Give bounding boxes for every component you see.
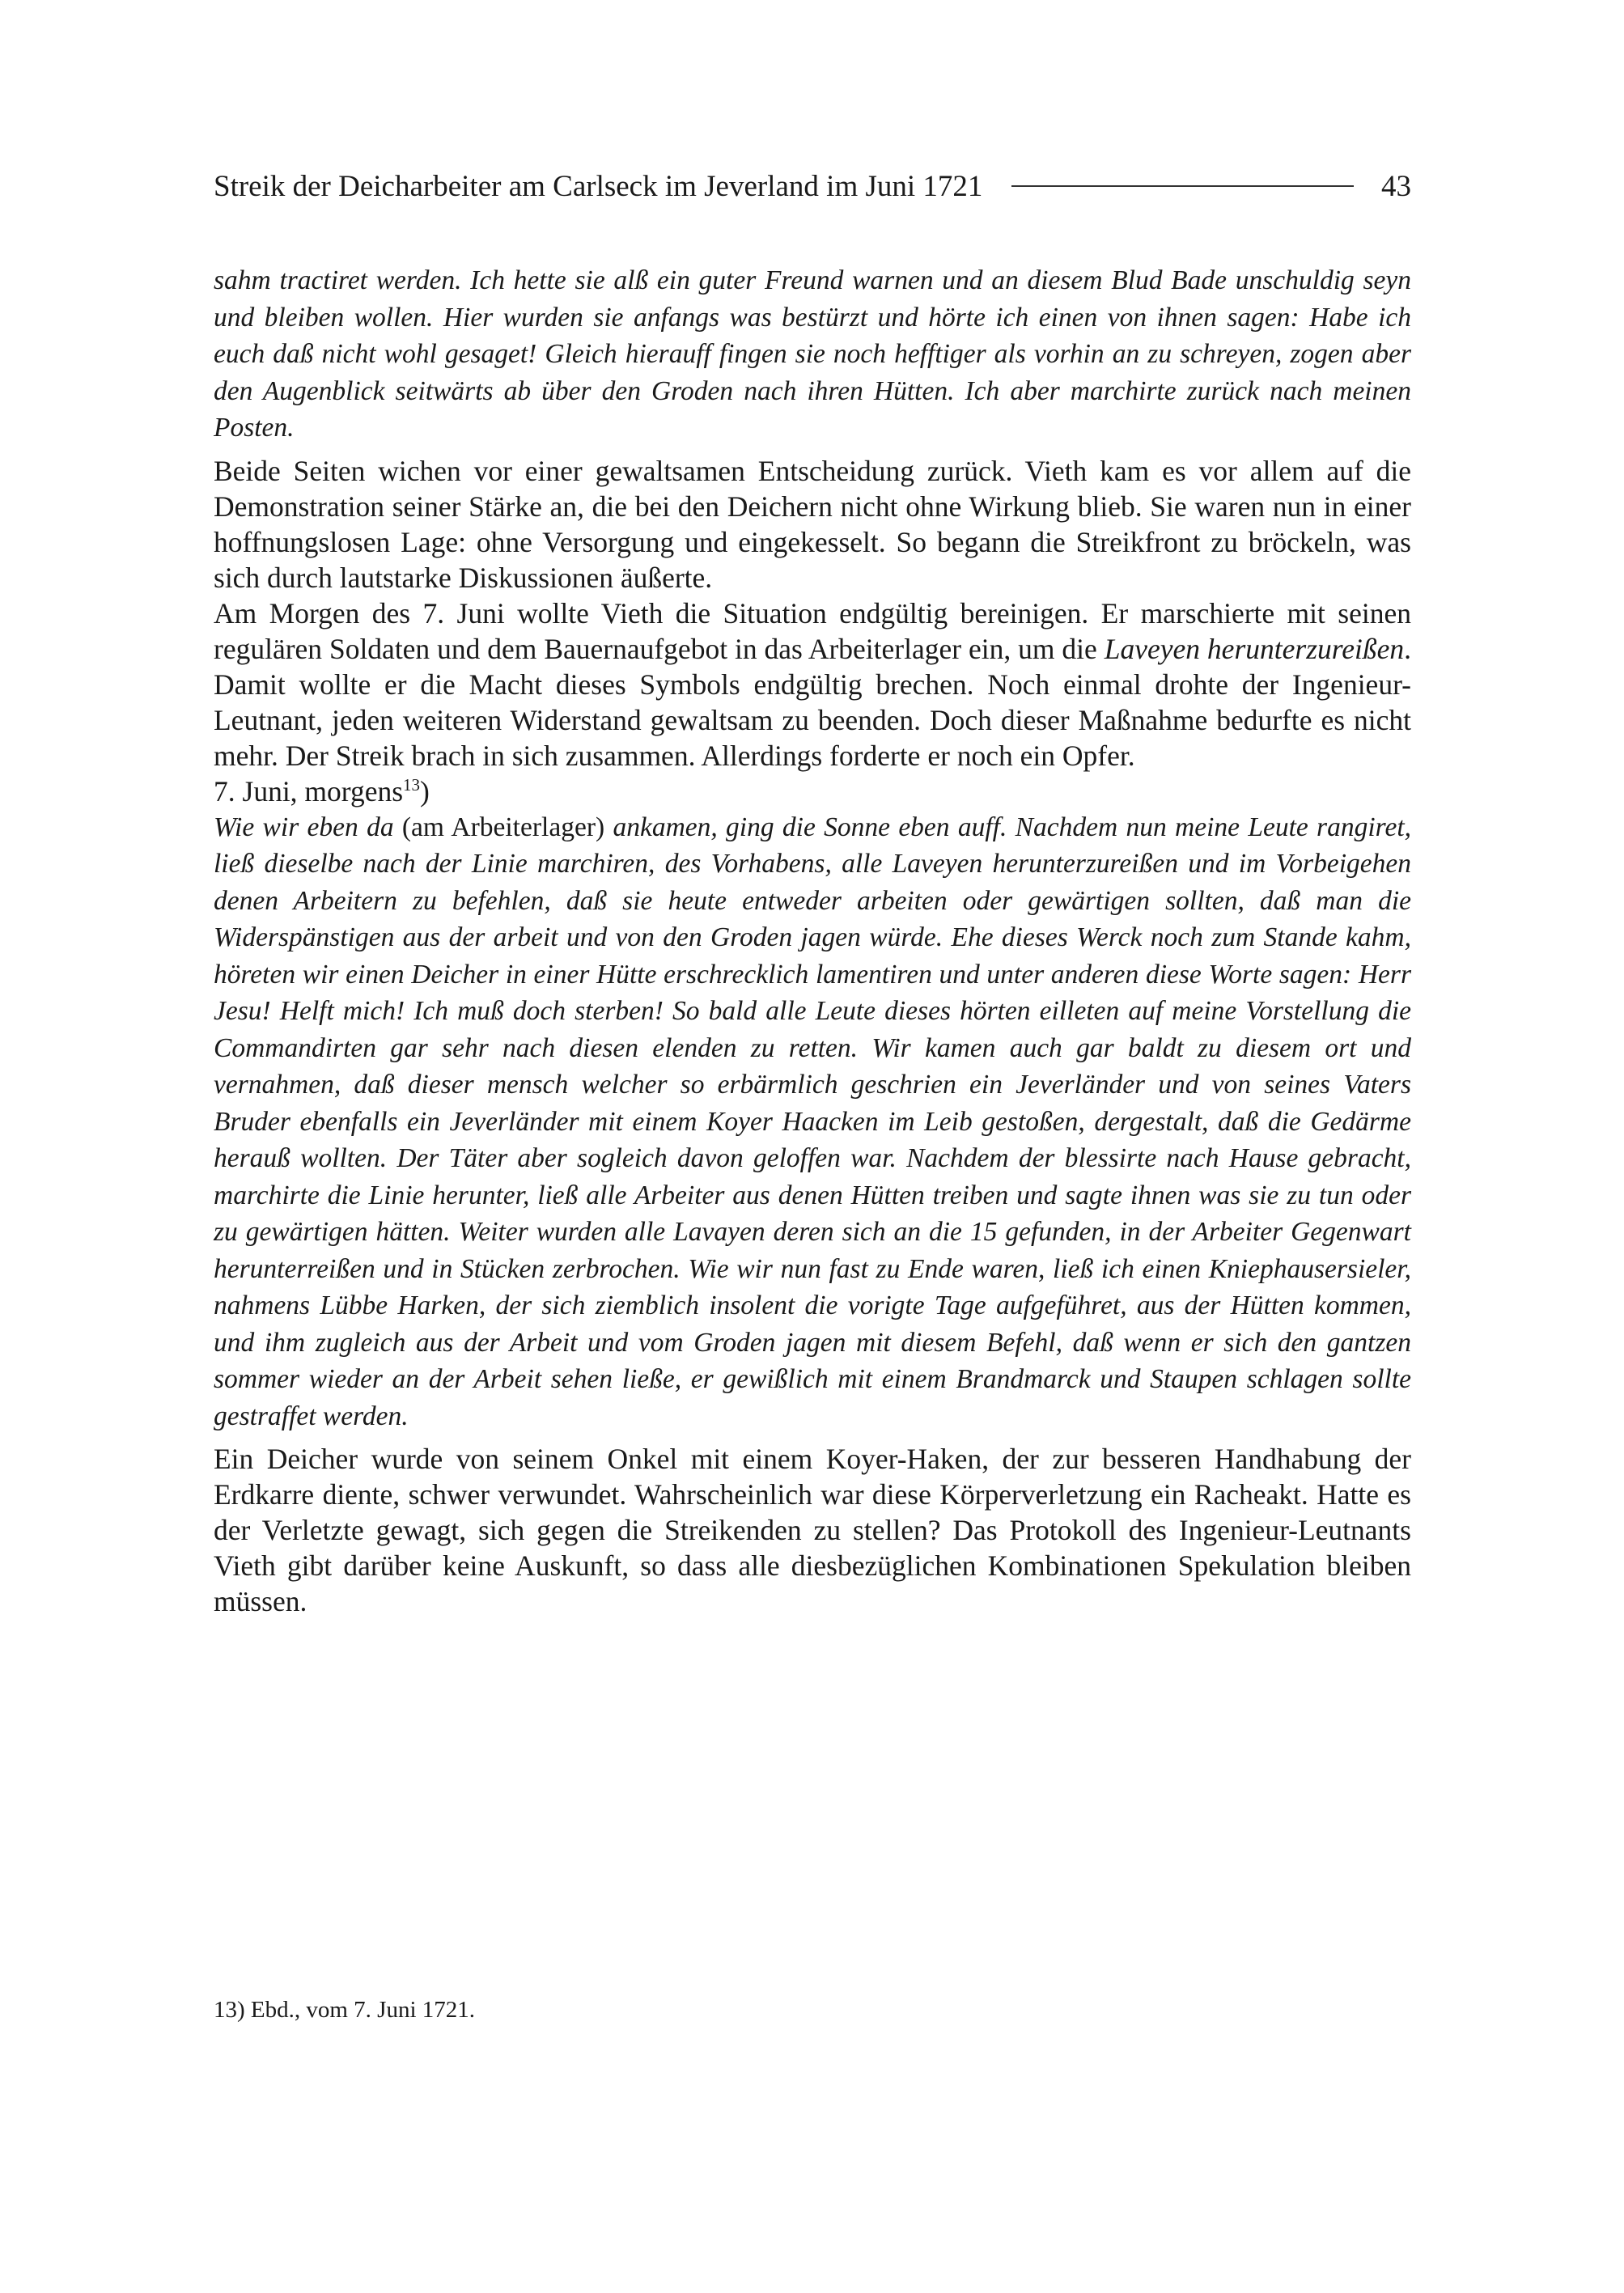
quote-block-1: sahm tractiret werden. Ich hette sie alß ein guter Freund warnen und an diesem Blud Bade unschuldig seyn und bleiben wollen. Hier wurden sie anfangs was bestürzt und hörte ich einen von ihnen sagen: Habe ich euch daß nicht wohl gesaget! Gleich hierauff fingen sie noch hefftiger als vorhin an zu schreyen, zogen aber den Augenblick seitwärts ab über den Groden nach ihren Hütten. Ich aber marchirte zurück nach meinen Posten.	[214, 265, 1411, 443]
paragraph-3: Ein Deicher wurde von seinem Onkel mit einem Koyer-Haken, der zur besseren Handhabung der Erdkarre diente, schwer verwundet. Wahrscheinlich war diese Körperverletzung ein Racheakt. Hatte es der Verletzte gewagt, sich gegen die Streikenden zu stellen? Das Protokoll des Ingenieur-Leutnants Vieth gibt darüber keine Auskunft, so dass alle diesbezüglichen Kombinationen Spekulation bleiben müssen.	[214, 1443, 1411, 1617]
quote-2-part-2: ankamen, ging die Sonne eben auff. Nachdem nun meine Leute rangiret, ließ dieselbe nach der Linie marchiren, des Vorhabens, alle Laveyen herunterzureißen und im Vorbeigehen denen Arbeitern zu befehlen, daß sie heute entweder arbeiten oder gewärtigen sollten, daß man die Widerspänstigen aus der arbeit und von den Groden jagen würde. Ehe dieses Werck noch zum Stande kahm, höreten wir einen Deicher in einer Hütte erschrecklich lamentiren und unter anderen diese Worte sagen: Herr Jesu! Helft mich! Ich muß doch sterben! So bald alle Leute dieses hörten eilleten auf meine Vorstellung die Commandirten gar sehr nach diesen elenden zu retten. Wir kamen auch gar baldt zu diesem ort und vernahmen, daß dieser mensch welcher so erbärmlich geschrien ein Jeverländer und von seines Vaters Bruder ebenfalls ein Jeverländer mit einem Koyer Haacken im Leib gestoßen, dergestalt, daß die Gedärme herauß wollten. Der Täter aber sogleich davon geloffen war. Nachdem der blessirte nach Hause gebracht, marchirte die Linie herunter, ließ alle Arbeiter aus denen Hütten treiben und sagte ihnen was sie zu tun oder zu gewärtigen hätten. Weiter wurden alle Lavayen deren sich an die 15 gefunden, in der Arbeiter Gegenwart herunterreißen und in Stücken zerbrochen. Wie wir nun fast zu Ende waren, ließ ich einen Kniephausersieler, nahmens Lübbe Harken, der sich ziemblich insolent die vorigte Tage aufgeführet, aus der Hütten kommen, und ihm zugleich aus der Arbeit und vom Groden jagen mit diesem Befehl, daß wenn er sich den gantzen sommer wieder an der Arbeit sehen ließe, er gewißlich mit einem Brandmarck und Staupen schlagen sollte gestraffet werden.	[214, 812, 1411, 1431]
quote-2-editorial-insert: (am Arbeiterlager)	[401, 812, 605, 842]
paragraph-2-italic: Laveyen herunterzureißen	[1104, 632, 1405, 665]
paragraph-1: Beide Seiten wichen vor einer gewaltsamen Entscheidung zurück. Vieth kam es vor allem auf die Demonstration seiner Stärke an, die bei den Deichern nicht ohne Wirkung blieb. Sie waren nun in einer hoffnungslosen Lage: ohne Versorgung und eingekesselt. So begann die Streikfront zu bröckeln, was sich durch lautstarke Diskussionen äußerte.	[214, 454, 1411, 594]
source-line-close: )	[420, 774, 430, 807]
running-header	[214, 162, 1411, 210]
running-title: Streik der Deicharbeiter am Carlseck im Jeverland im Juni 1721	[214, 169, 983, 203]
quote-block-2	[214, 809, 1411, 1435]
paragraph-2-before: Am Morgen des 7. Juni wollte Vieth die Situation endgültig bereinigen. Er marschierte mit seinen regulären Soldaten und dem Bauernaufgebot in das Arbeiterlager ein, um die	[214, 596, 1411, 665]
footnote-13: 13) Ebd., vom 7. Juni 1721.	[214, 1997, 476, 2023]
source-line	[214, 774, 1411, 809]
source-line-text: 7. Juni, morgens	[214, 774, 404, 807]
paragraph-2-after: . Damit wollte er die Macht dieses Symbols endgültig brechen. Noch einmal drohte der Ingenieur-Leutnant, jeden weiteren Widerstand gewaltsam zu beenden. Doch dieser Maßnahme bedurfte es nicht mehr. Der Streik brach in sich zusammen. Allerdings forderte er noch ein Opfer.	[214, 632, 1412, 772]
header-rule	[1011, 185, 1354, 187]
footnote-reference[interactable]: 13	[403, 774, 421, 795]
main-text	[214, 262, 1411, 1619]
paragraph-2	[214, 596, 1411, 774]
page-number: 43	[1381, 169, 1411, 203]
quote-2-part-1: Wie wir eben da	[214, 812, 402, 842]
